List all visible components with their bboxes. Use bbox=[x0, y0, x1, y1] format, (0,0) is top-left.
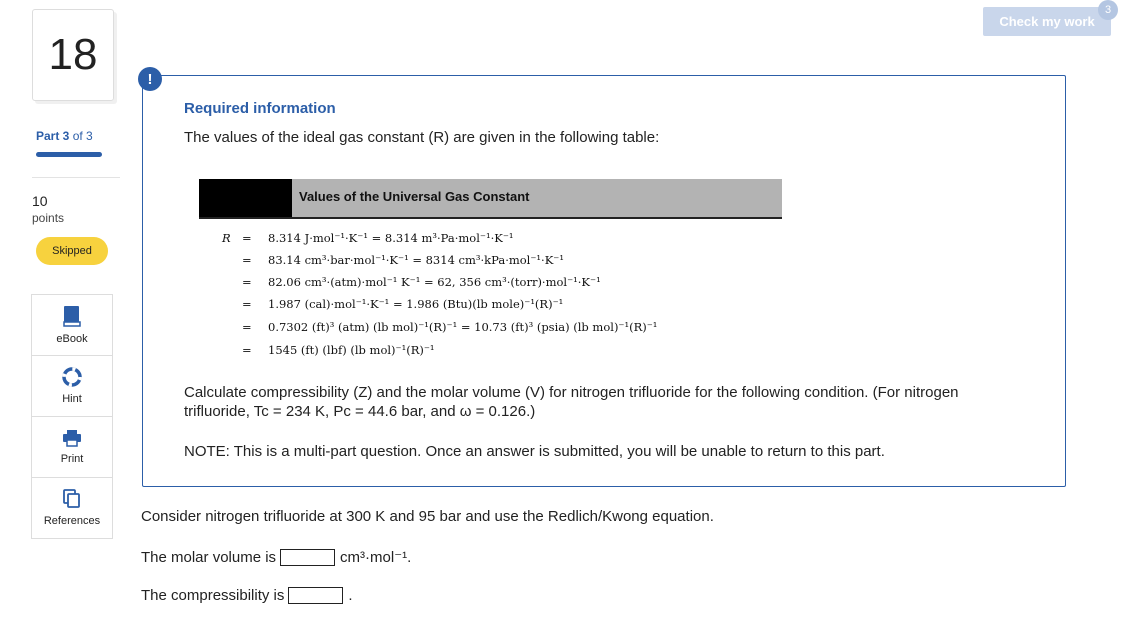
molar-volume-label: The molar volume is bbox=[141, 548, 277, 566]
equation-row bbox=[222, 275, 601, 289]
part-current: Part 3 bbox=[36, 129, 70, 143]
status-badge: Skipped bbox=[36, 237, 108, 265]
part-total: of 3 bbox=[72, 129, 93, 143]
alert-icon: ! bbox=[138, 67, 162, 91]
gas-constant-table-header bbox=[199, 179, 782, 219]
required-info-intro: The values of the ideal gas constant (R) are given in the following table: bbox=[184, 129, 660, 146]
table-title: Values of the Universal Gas Constant bbox=[299, 189, 530, 204]
equation-text: 82.06 cm³·(atm)·mol⁻¹ K⁻¹ = 62, 356 cm³·(torr)·mol⁻¹·K⁻¹ bbox=[268, 275, 601, 289]
book-icon bbox=[63, 305, 81, 327]
print-label: Print bbox=[60, 453, 84, 465]
equation-row bbox=[222, 320, 657, 334]
references-button[interactable] bbox=[32, 478, 112, 538]
table-header-block bbox=[199, 179, 292, 217]
copy-icon bbox=[63, 489, 81, 509]
compressibility-row bbox=[141, 587, 353, 604]
equation-sign: = bbox=[242, 275, 252, 289]
divider bbox=[32, 177, 120, 178]
compressibility-input[interactable] bbox=[288, 587, 343, 604]
equation-sign: = bbox=[242, 297, 252, 311]
question-number-card bbox=[32, 9, 114, 101]
part-indicator bbox=[36, 129, 93, 143]
compressibility-label: The compressibility is bbox=[141, 587, 285, 604]
multi-part-note: NOTE: This is a multi-part question. Once an answer is submitted, you will be unable to return to this part. bbox=[184, 443, 885, 460]
calculation-line-1: Calculate compressibility (Z) and the molar volume (V) for nitrogen trifluoride for the following condition. (For nitrogen bbox=[184, 384, 959, 401]
lifebuoy-icon bbox=[62, 367, 82, 387]
equation-row bbox=[222, 343, 435, 357]
hint-button[interactable] bbox=[32, 356, 112, 417]
equation-text: 1545 (ft) (lbf) (lb mol)⁻¹(R)⁻¹ bbox=[268, 343, 435, 357]
equation-lead: R bbox=[222, 231, 231, 245]
calculation-line-2: trifluoride, Tc = 234 K, Pc = 44.6 bar, and ω = 0.126.) bbox=[184, 403, 536, 420]
molar-volume-input[interactable] bbox=[280, 549, 335, 566]
points-label: points bbox=[32, 211, 65, 225]
calculation-instructions bbox=[184, 383, 959, 421]
compressibility-suffix: . bbox=[348, 587, 353, 604]
tools-panel bbox=[31, 294, 113, 539]
molar-volume-row bbox=[141, 548, 411, 566]
check-count-badge: 3 bbox=[1098, 0, 1118, 20]
question-number: 18 bbox=[48, 30, 98, 79]
equation-row bbox=[222, 297, 563, 311]
printer-icon bbox=[62, 429, 82, 447]
equation-row bbox=[222, 253, 564, 267]
equation-sign: = bbox=[242, 343, 252, 357]
equation-sign: = bbox=[242, 231, 252, 245]
required-info-title: Required information bbox=[184, 100, 336, 117]
equation-row bbox=[222, 231, 514, 245]
molar-volume-unit: cm³·mol⁻¹. bbox=[340, 549, 412, 566]
ebook-button[interactable] bbox=[32, 295, 112, 356]
equation-text: 83.14 cm³·bar·mol⁻¹·K⁻¹ = 8314 cm³·kPa·mol⁻¹·K⁻¹ bbox=[268, 253, 564, 267]
equation-text: 1.987 (cal)·mol⁻¹·K⁻¹ = 1.986 (Btu)(lb mole)⁻¹(R)⁻¹ bbox=[268, 297, 564, 311]
hint-label: Hint bbox=[62, 393, 82, 405]
ebook-label: eBook bbox=[56, 333, 88, 345]
problem-statement: Consider nitrogen trifluoride at 300 K and 95 bar and use the Redlich/Kwong equation. bbox=[141, 508, 714, 525]
print-button[interactable] bbox=[32, 417, 112, 478]
check-my-work-button[interactable]: Check my work bbox=[983, 7, 1111, 36]
equation-sign: = bbox=[242, 253, 252, 267]
equation-sign: = bbox=[242, 320, 252, 334]
part-progress-bar bbox=[36, 152, 102, 157]
equation-text: 0.7302 (ft)³ (atm) (lb mol)⁻¹(R)⁻¹ = 10.73 (ft)³ (psia) (lb mol)⁻¹(R)⁻¹ bbox=[268, 320, 658, 334]
points-value: 10 bbox=[32, 193, 48, 209]
equation-text: 8.314 J·mol⁻¹·K⁻¹ = 8.314 m³·Pa·mol⁻¹·K⁻¹ bbox=[268, 231, 514, 245]
references-label: References bbox=[43, 515, 101, 527]
